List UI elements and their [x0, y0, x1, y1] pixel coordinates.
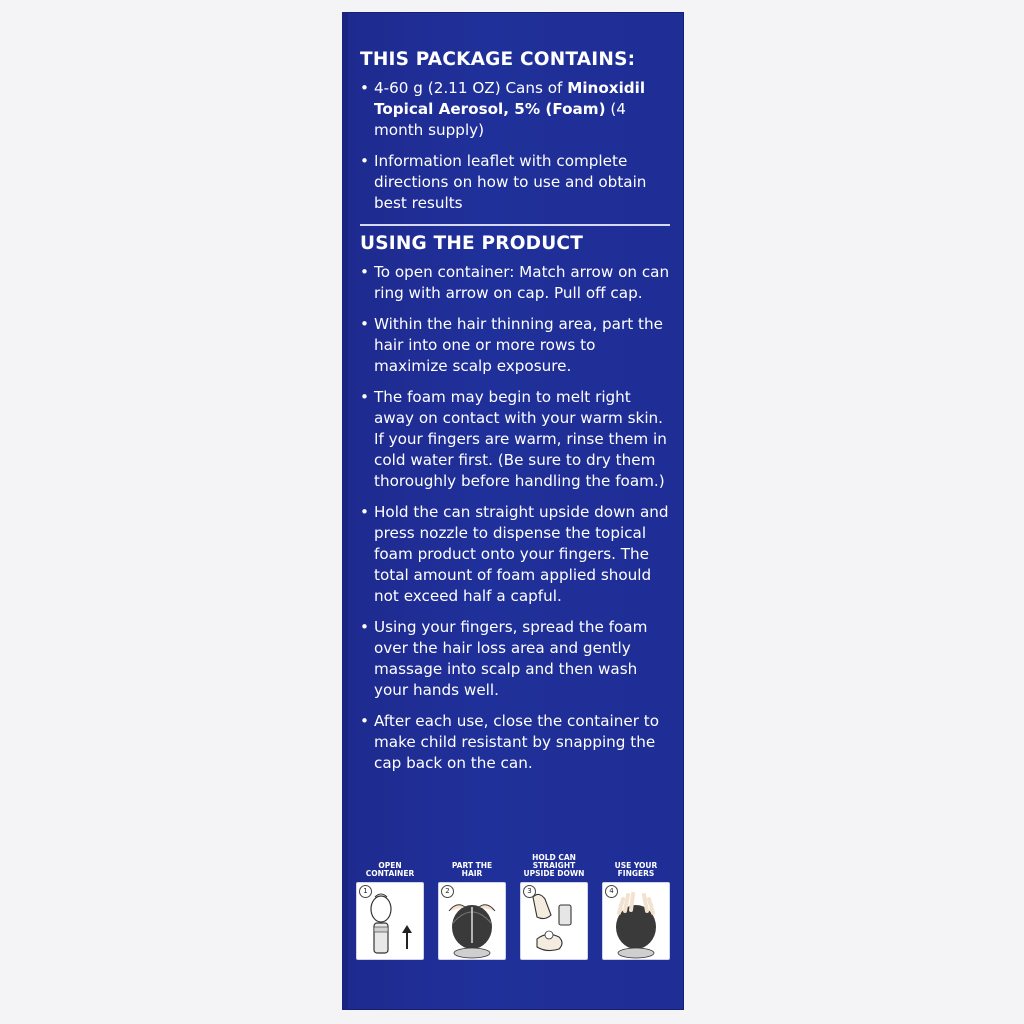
bullet: • — [360, 388, 369, 406]
step-hold-can — [520, 853, 588, 970]
step-label: PART THE HAIR — [451, 861, 493, 878]
bullet: • — [360, 263, 369, 281]
section-divider — [360, 224, 670, 226]
item-text: Information leaflet with complete directions on how to use and obtain best results — [374, 152, 647, 212]
step-number: 2 — [441, 885, 454, 898]
list-item — [360, 151, 670, 214]
step-card — [602, 882, 670, 960]
list-item — [360, 711, 670, 774]
step-open-container — [356, 860, 424, 970]
step-number: 4 — [605, 885, 618, 898]
package-contains-heading: THIS PACKAGE CONTAINS: — [360, 49, 636, 70]
panel-content — [360, 48, 670, 784]
step-number: 1 — [359, 885, 372, 898]
item-text: Within the hair thinning area, part the hair into one or more rows to maximize scalp exposure. — [374, 315, 663, 375]
item-bold-text: Minoxidil Topical Aerosol, 5% (Foam) — [374, 79, 646, 118]
package-contents-list — [360, 78, 670, 214]
using-product-heading: USING THE PRODUCT — [360, 233, 584, 254]
step-card — [438, 882, 506, 960]
bullet: • — [360, 152, 369, 170]
item-text: Hold the can straight upside down and press nozzle to dispense the topical foam product onto your fingers. The total amount of foam applied should not exceed half a capful. — [374, 503, 669, 605]
bullet: • — [360, 79, 369, 97]
bullet: • — [360, 315, 369, 333]
step-label: HOLD CAN STRAIGHT UPSIDE DOWN — [523, 853, 585, 878]
list-item — [360, 78, 670, 141]
step-card — [520, 882, 588, 960]
bullet: • — [360, 712, 369, 730]
step-number: 3 — [523, 885, 536, 898]
box-edge-shadow — [342, 12, 348, 1010]
list-item — [360, 314, 670, 377]
list-item — [360, 262, 670, 304]
item-text: 4-60 g (2.11 OZ) Cans of — [374, 79, 568, 97]
step-label: USE YOUR FINGERS — [614, 861, 658, 878]
item-text-after: (4 month supply) — [374, 100, 626, 139]
list-item — [360, 387, 670, 492]
item-text: After each use, close the container to make child resistant by snapping the cap back on the can. — [374, 712, 660, 772]
usage-steps-row — [356, 853, 676, 970]
item-text: The foam may begin to melt right away on contact with your warm skin. If your fingers are warm, rinse them in cold water first. (Be sure to dry them thoroughly before handling the foam.) — [374, 388, 667, 490]
step-label: OPEN CONTAINER — [365, 861, 415, 878]
using-product-list — [360, 262, 670, 774]
item-text: Using your fingers, spread the foam over the hair loss area and gently massage into scalp and then wash your hands well. — [374, 618, 648, 699]
item-text: To open container: Match arrow on can ring with arrow on cap. Pull off cap. — [374, 263, 670, 302]
bullet: • — [360, 503, 369, 521]
bullet: • — [360, 618, 369, 636]
step-part-hair — [438, 860, 506, 970]
list-item — [360, 617, 670, 701]
list-item — [360, 502, 670, 607]
step-use-fingers — [602, 860, 670, 970]
step-card — [356, 882, 424, 960]
